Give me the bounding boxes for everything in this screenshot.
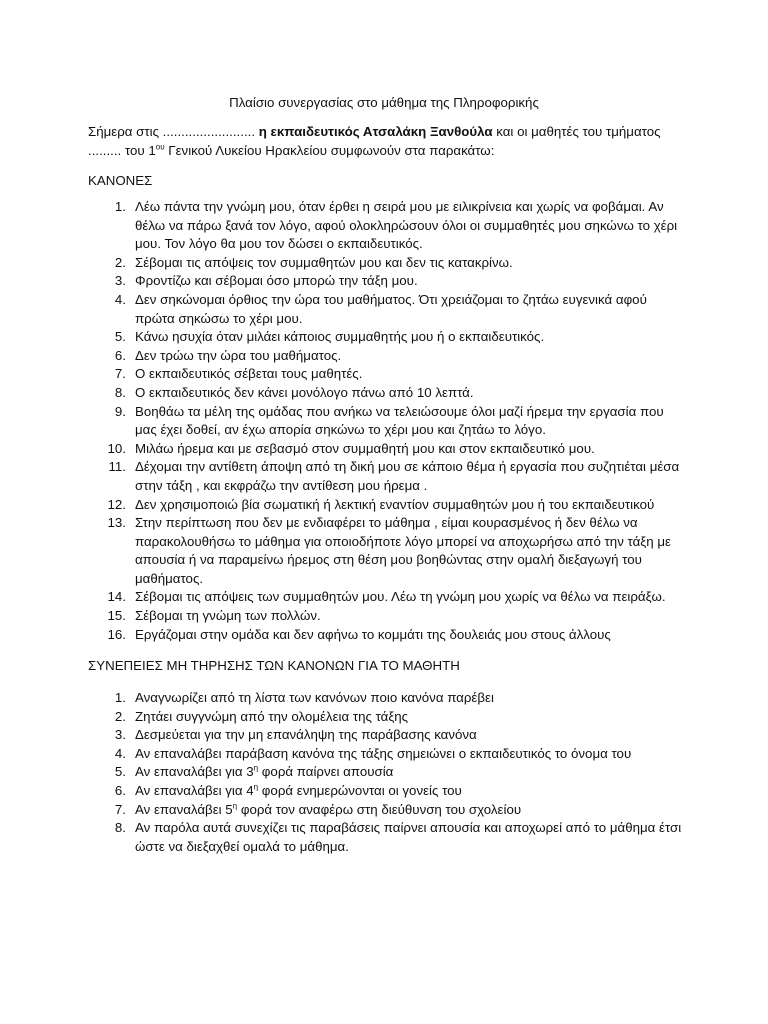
item-text: Αν επαναλάβει παράβαση κανόνα της τάξης σημειώνει ο εκπαιδευτικός το όνομα του	[135, 745, 632, 761]
list-number: 4.	[114, 291, 126, 307]
item-text: Εργάζομαι στην ομάδα και δεν αφήνω το κομμάτι της δουλειάς μου στους άλλους	[135, 626, 611, 642]
item-text: Ο εκπαιδευτικός σέβεται τους μαθητές.	[135, 366, 363, 382]
intro-part1: Σήμερα στις .........................	[88, 124, 259, 139]
rule-item	[88, 198, 686, 254]
item-text: Στην περίπτωση που δεν με ενδιαφέρει το μάθημα , είμαι κουρασμένος ή δεν θέλω να παρακολουθήσω το μάθημα για οποιοδήποτε λόγο μπορεί να αποχωρήσω από την τάξη με απουσία ή να παραμείνω ήρεμος στη θέση μου βοηθώντας στην ομαλή διεξαγωγή του μαθήματος.	[135, 515, 671, 586]
item-text: Ο εκπαιδευτικός δεν κάνει μονόλογο πάνω από 10 λεπτά.	[135, 384, 474, 400]
list-number: 9.	[114, 403, 126, 419]
item-text: Δεν τρώω την ώρα του μαθήματος.	[135, 347, 342, 363]
consequence-item	[88, 801, 686, 820]
consequence-item	[88, 726, 686, 745]
teacher-name: η εκπαιδευτικός Ατσαλάκη Ξανθούλα	[258, 124, 493, 139]
list-number: 8.	[114, 820, 126, 836]
item-text: Δεν σηκώνομαι όρθιος την ώρα του μαθήματος. Ότι χρειάζομαι το ζητάω ευγενικά αφού πρώτα σηκώσω το χέρι μου.	[135, 291, 647, 326]
item-text: Δεν χρησιμοποιώ βία σωματική ή λεκτική εναντίον συμμαθητών μου ή του εκπαιδευτικού	[135, 496, 655, 512]
consequence-item	[88, 782, 686, 801]
intro-part2: και οι μαθητές του τμήματος ......... του 1	[88, 124, 661, 158]
item-text: Μιλάω ήρεμα και με σεβασμό στον συμμαθητή μου και στον εκπαιδευτικό μου.	[135, 440, 595, 456]
item-text: φορά παίρνει απουσία	[258, 764, 394, 780]
rule-item	[88, 403, 686, 440]
item-text: Σέβομαι τη γνώμη των πολλών.	[135, 608, 321, 624]
rule-item	[88, 291, 686, 328]
consequence-item	[88, 763, 686, 782]
list-number: 8.	[114, 384, 126, 400]
list-number: 7.	[114, 366, 126, 382]
list-number: 11.	[108, 459, 126, 475]
rule-item	[88, 384, 686, 403]
list-number: 1.	[114, 690, 126, 705]
rule-item	[88, 272, 686, 291]
list-number: 6.	[114, 347, 126, 363]
intro-part3: Γενικού Λυκείου Ηρακλείου συμφωνούν στα παρακάτω:	[164, 142, 495, 158]
ordinal-superscript: η	[253, 763, 259, 773]
consequence-item	[88, 745, 686, 764]
item-text: Αναγνωρίζει από τη λίστα των κανόνων ποιο κανόνα παρέβει	[135, 690, 494, 705]
rule-item	[88, 588, 686, 607]
item-text: Δεσμεύεται για την μη επανάληψη της παράβασης κανόνα	[135, 727, 477, 743]
item-text: φορά τον αναφέρω στη διεύθυνση του σχολείου	[237, 801, 522, 817]
list-number: 15.	[107, 608, 126, 624]
item-text: Βοηθάω τα μέλη της ομάδας που ανήκω να τελειώσουμε όλοι μαζί ήρεμα την εργασία που μας έχει δοθεί, αν έχω απορία σηκώνω το χέρι μου και ζητάω το λόγο.	[135, 403, 664, 438]
list-number: 7.	[114, 801, 126, 817]
consequence-item	[88, 689, 686, 708]
ordinal-superscript: η	[232, 801, 238, 811]
item-text: Φροντίζω και σέβομαι όσο μπορώ την τάξη μου.	[135, 273, 418, 289]
list-number: 6.	[114, 782, 126, 798]
consequences-heading: ΣΥΝΕΠΕΙΕΣ ΜΗ ΤΗΡΗΣΗΣ ΤΩΝ ΚΑΝΟΝΩΝ ΓΙΑ ΤΟ ΜΑΘΗΤΗ	[88, 658, 460, 673]
rule-item	[88, 440, 686, 459]
item-text: Σέβομαι τις απόψεις των συμμαθητών μου. Λέω τη γνώμη μου χωρίς να θέλω να πειράξω.	[135, 589, 666, 605]
rule-item	[88, 328, 686, 347]
consequence-item	[88, 708, 686, 727]
list-number: 14.	[107, 589, 126, 605]
rule-item	[88, 496, 686, 515]
page-title: Πλαίσιο συνεργασίας στο μάθημα της Πληροφορικής	[229, 95, 539, 110]
item-text-prefix: Αν επαναλάβει για 3	[135, 764, 254, 780]
item-text: Κάνω ησυχία όταν μιλάει κάποιος συμμαθητής μου ή ο εκπαιδευτικός.	[135, 329, 545, 345]
list-number: 3.	[114, 273, 126, 289]
intro-paragraph	[88, 123, 688, 160]
list-number: 1.	[114, 199, 126, 214]
item-text: Σέβομαι τις απόψεις τον συμμαθητών μου και δεν τις κατακρίνω.	[135, 254, 513, 270]
list-number: 2.	[114, 708, 126, 724]
rules-list	[88, 198, 686, 644]
list-number: 5.	[114, 764, 126, 780]
list-number: 13.	[107, 515, 126, 531]
rule-item	[88, 254, 686, 273]
rule-item	[88, 458, 686, 495]
item-text-prefix: Αν επαναλάβει για 4	[135, 782, 254, 798]
item-text: Δέχομαι την αντίθετη άποψη από τη δική μου σε κάποιο θέμα ή εργασία που συζητιέται μέσα στην τάξη , και εκφράζω την αντίθεση μου ήρεμα .	[135, 459, 680, 493]
rule-item	[88, 365, 686, 384]
list-number: 3.	[114, 727, 126, 743]
list-number: 5.	[114, 329, 126, 345]
rule-item	[88, 347, 686, 366]
list-number: 10.	[107, 440, 126, 456]
rule-item	[88, 626, 686, 645]
rule-item	[88, 607, 686, 626]
item-text-prefix: Αν επαναλάβει 5	[135, 801, 233, 817]
list-number: 2.	[114, 254, 126, 270]
item-text: φορά ενημερώνονται οι γονείς του	[258, 782, 462, 798]
ordinal-superscript: η	[253, 782, 259, 792]
item-text: Ζητάει συγγνώμη από την ολομέλεια της τάξης	[135, 708, 409, 724]
list-number: 16.	[107, 626, 126, 642]
list-number: 4.	[114, 745, 126, 761]
consequence-item	[88, 819, 686, 856]
item-text: Αν παρόλα αυτά συνεχίζει τις παραβάσεις παίρνει απουσία και αποχωρεί από το μάθημα έτσι ώστε να διεξαχθεί ομαλά το μάθημα.	[135, 820, 682, 854]
rule-item	[88, 514, 686, 588]
list-number: 12.	[107, 496, 126, 512]
intro-superscript: ου	[155, 142, 165, 152]
item-text: Λέω πάντα την γνώμη μου, όταν έρθει η σειρά μου με ειλικρίνεια και χωρίς να φοβάμαι. Αν θέλω να πάρω ξανά τον λόγο, αφού ολοκληρώσουν όλοι οι συμμαθητές μου σηκώνω το χέρι μου. Τον λόγο θα μου τον δώσει ο εκπαιδευτικός.	[135, 199, 678, 252]
consequences-list	[88, 689, 686, 856]
rules-heading: ΚΑΝΟΝΕΣ	[88, 173, 153, 188]
